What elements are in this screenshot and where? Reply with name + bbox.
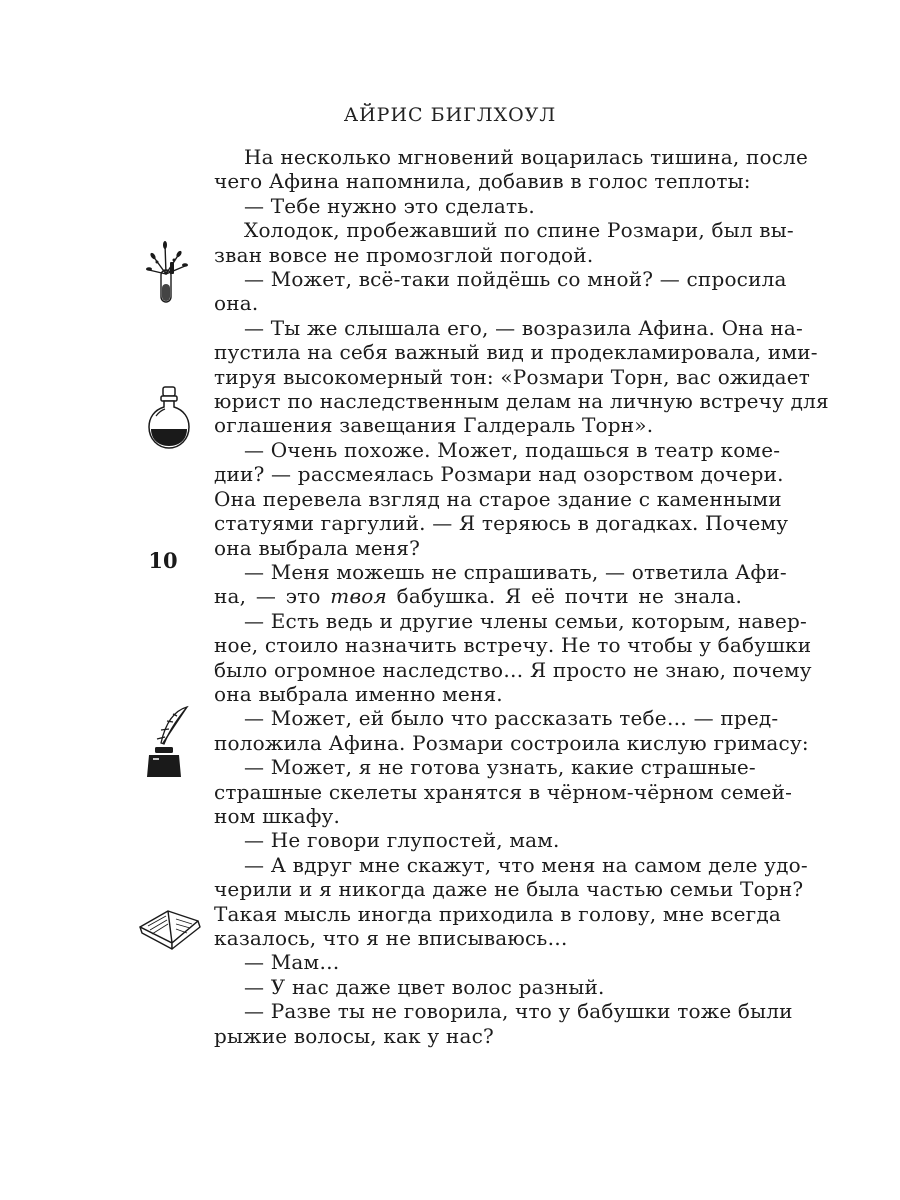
text-line: рыжие волосы, как у нас? xyxy=(214,1023,494,1048)
page-number: 10 xyxy=(148,548,178,573)
text-line: Такая мысль иногда приходила в голову, мне всегда xyxy=(214,901,781,926)
text-line: — Мам… xyxy=(244,950,340,975)
text-line: — А вдруг мне скажут, что меня на самом деле удо- xyxy=(244,852,808,877)
text-line: ном шкафу. xyxy=(214,803,341,828)
text-line: она выбрала меня? xyxy=(214,535,421,560)
text-line: — Очень похоже. Может, подашься в театр коме- xyxy=(244,437,781,462)
text-segment: бабушка. Я её почти не знала. xyxy=(387,584,743,609)
emphasized-word: твоя xyxy=(330,584,387,609)
herb-vase-icon xyxy=(141,240,193,308)
text-line: — Разве ты не говорила, что у бабушки тоже были xyxy=(244,999,793,1024)
text-line: дии? — рассмеялась Розмари над озорством дочери. xyxy=(214,462,784,487)
text-line: юрист по наследственным делам на личную встречу для xyxy=(214,389,829,414)
open-book-icon xyxy=(138,905,202,951)
text-segment: на, — это xyxy=(214,584,331,609)
text-line: страшные скелеты хранятся в чёрном-чёрном семей- xyxy=(214,779,793,804)
text-line: статуями гаргулий. — Я теряюсь в догадках. Почему xyxy=(214,511,789,536)
text-line: пустила на себя важный вид и продекламировала, ими- xyxy=(214,340,818,365)
text-line: она выбрала именно меня. xyxy=(214,681,503,706)
text-line: — Тебе нужно это сделать. xyxy=(244,193,535,218)
text-line: положила Афина. Розмари состроила кислую гримасу: xyxy=(214,730,809,755)
text-line: тируя высокомерный тон: «Розмари Торн, вас ожидает xyxy=(214,364,811,389)
running-head: АЙРИС БИГЛХОУЛ xyxy=(343,104,557,126)
text-line: черили и я никогда даже не была частью семьи Торн? xyxy=(214,877,804,902)
text-line: — Может, всё-таки пойдёшь со мной? — спросила xyxy=(244,267,787,292)
text-line: Она перевела взгляд на старое здание с каменными xyxy=(214,486,782,511)
text-line: было огромное наследство… Я просто не знаю, почему xyxy=(214,657,812,682)
text-line: чего Афина напомнила, добавив в голос теплоты: xyxy=(214,169,751,194)
text-line: — Ты же слышала его, — возразила Афина. Она на- xyxy=(244,315,803,340)
text-line: На несколько мгновений воцарилась тишина, после xyxy=(244,145,809,169)
text-line: казалось, что я не вписываюсь… xyxy=(214,926,568,950)
text-line-with-emphasis xyxy=(214,584,742,608)
text-line: — У нас даже цвет волос разный. xyxy=(244,974,605,999)
text-line: оглашения завещания Галдераль Торн». xyxy=(214,413,654,438)
text-line: она. xyxy=(214,291,259,316)
potion-bottle-icon xyxy=(146,383,192,453)
text-line: зван вовсе не промозглой погодой. xyxy=(214,242,594,267)
text-line: Холодок, пробежавший по спине Розмари, был вы- xyxy=(244,218,794,243)
text-line: — Есть ведь и другие члены семьи, которым, навер- xyxy=(244,608,807,633)
text-line: ное, стоило назначить встречу. Не то чтобы у бабушки xyxy=(214,633,812,658)
text-line: — Не говори глупостей, мам. xyxy=(244,828,560,853)
text-line: — Может, ей было что рассказать тебе… — пред- xyxy=(244,706,779,731)
body-text xyxy=(214,145,829,1048)
text-line: — Может, я не готова узнать, какие страшные- xyxy=(244,755,756,780)
text-line: — Меня можешь не спрашивать, — ответила Афи- xyxy=(244,559,787,584)
quill-inkwell-icon xyxy=(143,703,193,781)
